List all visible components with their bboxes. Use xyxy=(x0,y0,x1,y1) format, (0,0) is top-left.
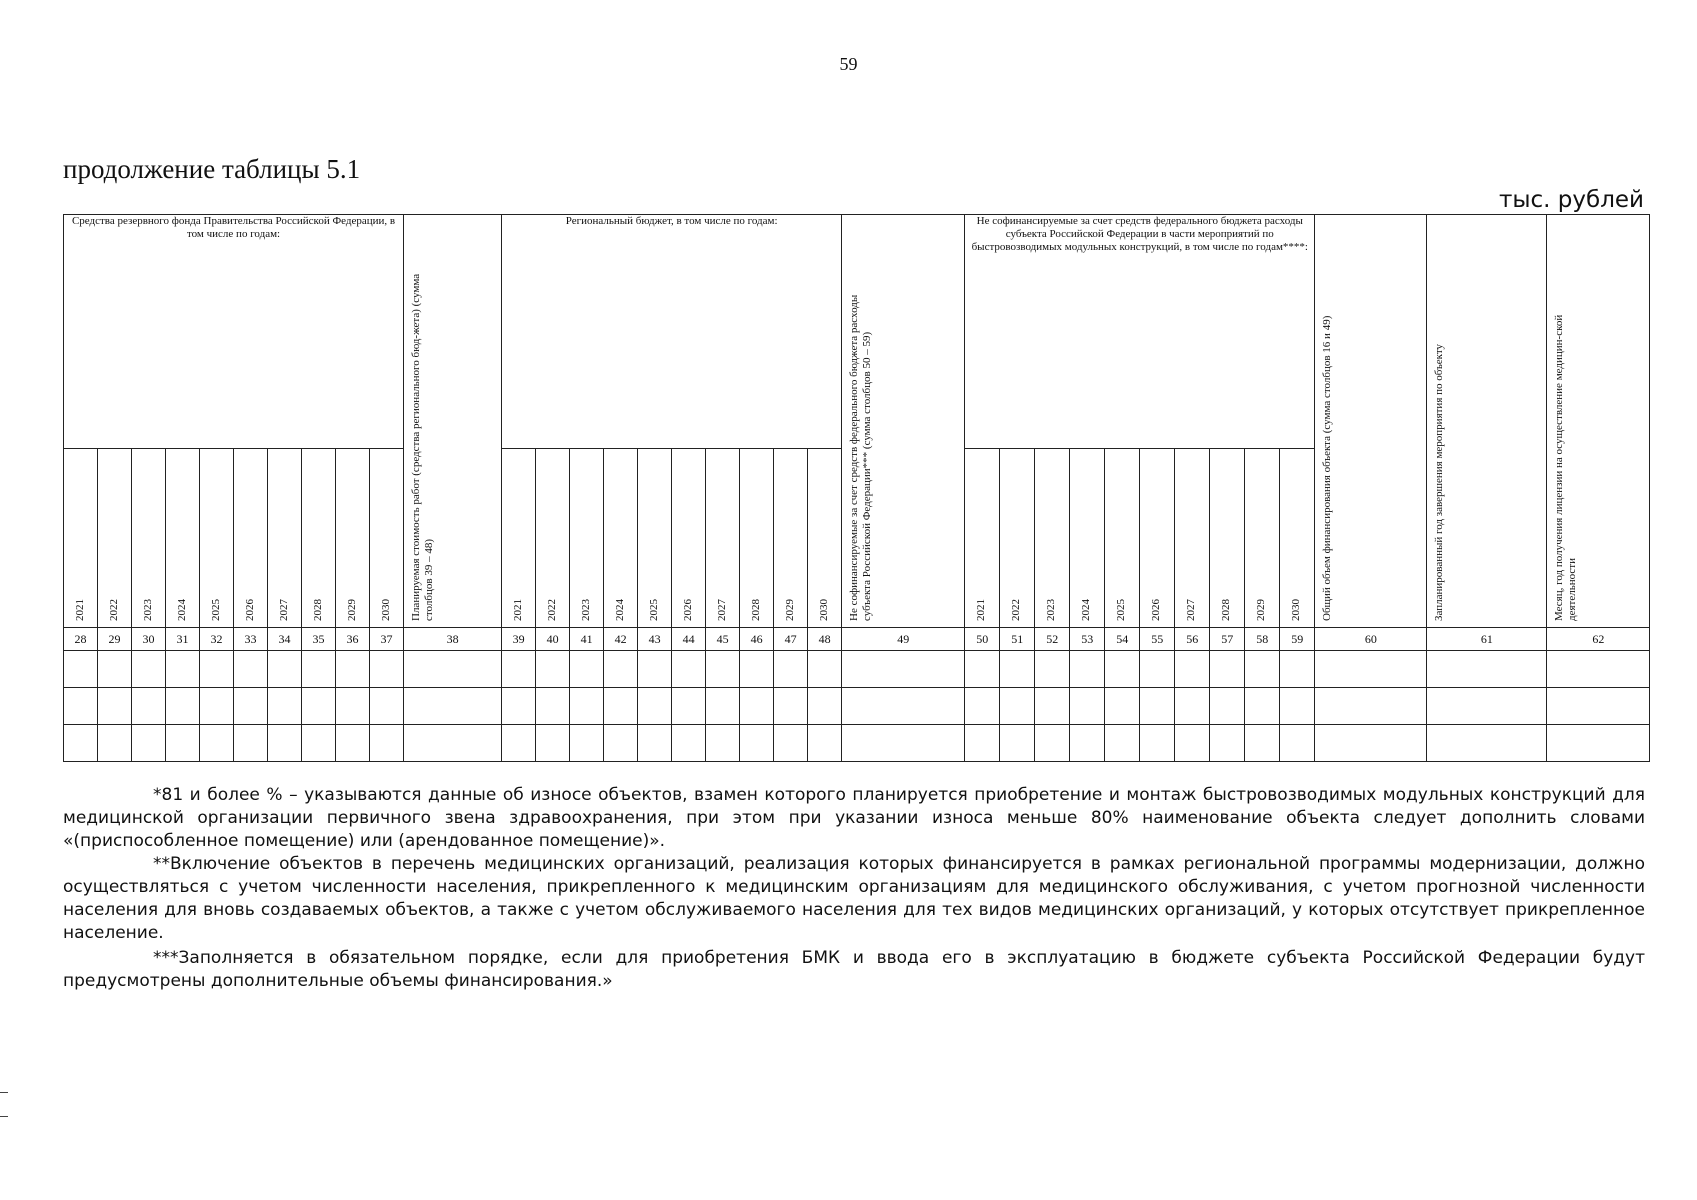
table-cell xyxy=(672,725,706,762)
year-cell xyxy=(1105,449,1140,628)
year-label: 2026 xyxy=(681,599,694,621)
table-cell xyxy=(706,725,740,762)
table-cell xyxy=(965,651,1000,688)
table-cell xyxy=(1427,725,1547,762)
table-cell xyxy=(268,725,302,762)
column-number-cell: 44 xyxy=(672,628,706,651)
year-label: 2023 xyxy=(579,599,592,621)
year-cell xyxy=(706,449,740,628)
column-number-cell: 39 xyxy=(502,628,536,651)
table-cell xyxy=(740,688,774,725)
table-cell xyxy=(64,725,98,762)
year-label: 2022 xyxy=(1010,599,1023,621)
year-label: 2030 xyxy=(1290,599,1303,621)
year-cell xyxy=(1140,449,1175,628)
year-label: 2024 xyxy=(1080,599,1093,621)
table-cell xyxy=(502,725,536,762)
year-label: 2028 xyxy=(749,599,762,621)
table-cell xyxy=(740,651,774,688)
table-cell xyxy=(842,725,965,762)
table-cell xyxy=(706,688,740,725)
column-number-cell: 50 xyxy=(965,628,1000,651)
table-cell xyxy=(672,651,706,688)
year-label: 2021 xyxy=(73,599,86,621)
table-cell xyxy=(808,651,842,688)
column-number-cell: 42 xyxy=(604,628,638,651)
footnotes xyxy=(63,784,1645,993)
year-cell xyxy=(268,449,302,628)
year-label: 2028 xyxy=(1220,599,1233,621)
table-cell xyxy=(336,651,370,688)
year-cell xyxy=(502,449,536,628)
table-cell xyxy=(1000,651,1035,688)
year-label: 2027 xyxy=(277,599,290,621)
reserve-fund-header: Средства резервного фонда Правительства Российской Федерации, в том числе по годам: xyxy=(64,215,404,449)
year-label: 2023 xyxy=(141,599,154,621)
table-cell xyxy=(1140,725,1175,762)
table-cell xyxy=(1210,651,1245,688)
column-number-cell: 46 xyxy=(740,628,774,651)
table-cell xyxy=(604,688,638,725)
year-cell xyxy=(1175,449,1210,628)
column-number-cell: 40 xyxy=(536,628,570,651)
table-cell xyxy=(166,688,200,725)
column-number-cell: 43 xyxy=(638,628,672,651)
table-cell xyxy=(404,725,502,762)
column-number-cell: 57 xyxy=(1210,628,1245,651)
column-number-cell: 62 xyxy=(1547,628,1650,651)
table-cell xyxy=(570,651,604,688)
table-cell xyxy=(1035,725,1070,762)
table-cell xyxy=(536,651,570,688)
table-cell xyxy=(672,688,706,725)
year-label: 2030 xyxy=(379,599,392,621)
table-cell xyxy=(98,651,132,688)
table-cell xyxy=(842,688,965,725)
table-cell xyxy=(268,651,302,688)
table-cell xyxy=(1315,725,1427,762)
table-cell xyxy=(965,725,1000,762)
table-cell xyxy=(706,651,740,688)
col-62-header xyxy=(1547,215,1650,628)
col-61-header xyxy=(1427,215,1547,628)
year-cell xyxy=(1035,449,1070,628)
column-number-cell: 59 xyxy=(1280,628,1315,651)
col-38-header xyxy=(404,215,502,628)
year-label: 2024 xyxy=(175,599,188,621)
table-cell xyxy=(404,651,502,688)
table-cell xyxy=(1105,651,1140,688)
column-number-cell: 38 xyxy=(404,628,502,651)
table-cell xyxy=(1175,651,1210,688)
table-cell xyxy=(1245,688,1280,725)
year-label: 2028 xyxy=(311,599,324,621)
table-row xyxy=(64,688,1650,725)
year-cell xyxy=(1070,449,1105,628)
footnote-3: ***Заполняется в обязательном порядке, если для приобретения БМК и ввода его в эксплуатацию в бюджете субъекта Российской Федерации будут предусмотрены дополнительные объемы финансирования.» xyxy=(63,948,1645,991)
year-label: 2021 xyxy=(975,599,988,621)
table-cell xyxy=(1070,725,1105,762)
table-cell xyxy=(1035,688,1070,725)
non-cofinanced-header: Не софинансируемые за счет средств федерального бюджета расходы субъекта Российской Федерации в части мероприятий по быстровозводимых модульных конструкций, в том числе по годам****: xyxy=(965,215,1315,449)
table-cell xyxy=(1070,651,1105,688)
year-cell xyxy=(64,449,98,628)
column-number-cell: 58 xyxy=(1245,628,1280,651)
financing-table-wrapper xyxy=(63,214,1650,762)
column-number-cell: 32 xyxy=(200,628,234,651)
column-number-cell: 49 xyxy=(842,628,965,651)
table-cell xyxy=(808,725,842,762)
year-cell xyxy=(336,449,370,628)
year-label: 2030 xyxy=(817,599,830,621)
column-number-cell: 35 xyxy=(302,628,336,651)
table-cell xyxy=(502,688,536,725)
column-number-cell: 36 xyxy=(336,628,370,651)
table-cell xyxy=(1000,725,1035,762)
table-cell xyxy=(234,651,268,688)
table-cell xyxy=(808,688,842,725)
year-label: 2026 xyxy=(1150,599,1163,621)
table-cell xyxy=(132,725,166,762)
table-cell xyxy=(965,688,1000,725)
footnote-1: *81 и более % – указываются данные об износе объектов, взамен которого планируется приобретение и монтаж быстровозводимых модульных конструкций для медицинской организации первичного звена здравоохранения, при этом при указании износа меньше 80% наименование объекта следует дополнить словами «(приспособленное помещение) или (арендованное помещение)». xyxy=(63,785,1645,851)
table-cell xyxy=(1000,688,1035,725)
col-60-label: Общий объем финансирования объекта (сумма столбцов 16 и 49) xyxy=(1321,315,1334,621)
column-numbers-row xyxy=(64,628,1650,651)
column-number-cell: 55 xyxy=(1140,628,1175,651)
year-cell xyxy=(1245,449,1280,628)
table-cell xyxy=(200,688,234,725)
year-label: 2022 xyxy=(107,599,120,621)
col-61-label: Запланированный год завершения мероприятия по объекту xyxy=(1433,343,1446,621)
table-cell xyxy=(64,651,98,688)
table-cell xyxy=(404,688,502,725)
column-number-cell: 37 xyxy=(370,628,404,651)
year-cell xyxy=(672,449,706,628)
table-cell xyxy=(774,651,808,688)
year-cell xyxy=(234,449,268,628)
table-cell xyxy=(604,651,638,688)
table-cell xyxy=(1070,688,1105,725)
column-number-cell: 52 xyxy=(1035,628,1070,651)
year-label: 2024 xyxy=(613,599,626,621)
table-cell xyxy=(536,688,570,725)
table-cell xyxy=(774,688,808,725)
table-cell xyxy=(98,688,132,725)
table-cell xyxy=(1175,725,1210,762)
table-cell xyxy=(336,725,370,762)
table-cell xyxy=(234,688,268,725)
table-cell xyxy=(370,688,404,725)
table-cell xyxy=(1140,651,1175,688)
margin-mark xyxy=(0,1092,8,1093)
year-cell xyxy=(536,449,570,628)
table-cell xyxy=(740,725,774,762)
table-cell xyxy=(98,725,132,762)
table-cell xyxy=(1547,688,1650,725)
table-cell xyxy=(1427,688,1547,725)
table-row xyxy=(64,725,1650,762)
year-cell xyxy=(740,449,774,628)
year-cell xyxy=(1000,449,1035,628)
column-number-cell: 56 xyxy=(1175,628,1210,651)
col-49-header xyxy=(842,215,965,628)
table-cell xyxy=(638,725,672,762)
column-number-cell: 28 xyxy=(64,628,98,651)
table-cell xyxy=(234,725,268,762)
margin-mark xyxy=(0,1116,8,1117)
table-cell xyxy=(132,688,166,725)
column-number-cell: 51 xyxy=(1000,628,1035,651)
column-number-cell: 48 xyxy=(808,628,842,651)
table-cell xyxy=(536,725,570,762)
year-cell xyxy=(774,449,808,628)
column-number-cell: 33 xyxy=(234,628,268,651)
year-label: 2025 xyxy=(647,599,660,621)
year-cell xyxy=(570,449,604,628)
table-cell xyxy=(842,651,965,688)
column-number-cell: 53 xyxy=(1070,628,1105,651)
table-cell xyxy=(1315,651,1427,688)
year-cell xyxy=(604,449,638,628)
table-cell xyxy=(302,725,336,762)
year-label: 2025 xyxy=(209,599,222,621)
table-cell xyxy=(1315,688,1427,725)
footnote-2: **Включение объектов в перечень медицинских организаций, реализация которых финансируется в рамках региональной программы модернизации, должно осуществляться с учетом численности населения, прикрепленного к медицинским организациям для медицинского обслуживания, с учетом прогнозной численности населения для вновь создаваемых объектов, а также с учетом обслуживаемого населения для тех видов медицинских организаций, у которых отсутствует прикрепленное население. xyxy=(63,854,1645,943)
table-cell xyxy=(1105,688,1140,725)
year-label: 2021 xyxy=(511,599,524,621)
table-cell xyxy=(1547,651,1650,688)
column-number-cell: 61 xyxy=(1427,628,1547,651)
table-cell xyxy=(166,725,200,762)
table-cell xyxy=(1035,651,1070,688)
col-38-label: Планируемая стоимость работ (средства регионального бюд-жета) (сумма столбцов 39 – 48) xyxy=(410,273,436,621)
year-label: 2029 xyxy=(783,599,796,621)
table-cell xyxy=(1280,725,1315,762)
table-cell xyxy=(1105,725,1140,762)
year-cell xyxy=(302,449,336,628)
year-label: 2022 xyxy=(545,599,558,621)
year-cell xyxy=(965,449,1000,628)
year-label: 2029 xyxy=(345,599,358,621)
table-cell xyxy=(370,725,404,762)
table-cell xyxy=(1427,651,1547,688)
units-label: тыс. рублей xyxy=(1498,187,1644,213)
table-cell xyxy=(132,651,166,688)
table-cell xyxy=(502,651,536,688)
year-cell xyxy=(1210,449,1245,628)
table-cell xyxy=(604,725,638,762)
column-number-cell: 29 xyxy=(98,628,132,651)
table-cell xyxy=(302,688,336,725)
year-cell xyxy=(370,449,404,628)
column-number-cell: 54 xyxy=(1105,628,1140,651)
year-label: 2029 xyxy=(1255,599,1268,621)
table-cell xyxy=(1245,725,1280,762)
year-label: 2023 xyxy=(1045,599,1058,621)
year-label: 2027 xyxy=(1185,599,1198,621)
year-cell xyxy=(132,449,166,628)
table-cell xyxy=(1140,688,1175,725)
table-cell xyxy=(336,688,370,725)
table-cell xyxy=(302,651,336,688)
col-62-label: Месяц, год получения лицензии на осуществление медицин-ской деятельности xyxy=(1553,314,1579,621)
year-label: 2027 xyxy=(715,599,728,621)
financing-table xyxy=(63,214,1650,762)
year-cell xyxy=(166,449,200,628)
year-cell xyxy=(1280,449,1315,628)
table-row xyxy=(64,651,1650,688)
regional-budget-header: Региональный бюджет, в том числе по годам: xyxy=(502,215,842,449)
column-number-cell: 31 xyxy=(166,628,200,651)
table-cell xyxy=(1210,688,1245,725)
page-number: 59 xyxy=(839,54,858,74)
table-cell xyxy=(1175,688,1210,725)
table-cell xyxy=(570,725,604,762)
table-cell xyxy=(1210,725,1245,762)
table-cell xyxy=(64,688,98,725)
col-49-label: Не софинансируемые за счет средств федерального бюджета расходы субъекта Российской Федерации*** (сумма столбцов 50 – 59) xyxy=(848,294,874,621)
table-cell xyxy=(1547,725,1650,762)
column-number-cell: 41 xyxy=(570,628,604,651)
column-number-cell: 30 xyxy=(132,628,166,651)
col-60-header xyxy=(1315,215,1427,628)
table-cell xyxy=(638,688,672,725)
table-cell xyxy=(200,725,234,762)
table-cell xyxy=(570,688,604,725)
year-label: 2026 xyxy=(243,599,256,621)
column-number-cell: 34 xyxy=(268,628,302,651)
table-cell xyxy=(370,651,404,688)
year-label: 2025 xyxy=(1115,599,1128,621)
table-continuation-title: продолжение таблицы 5.1 xyxy=(63,154,361,184)
table-cell xyxy=(268,688,302,725)
table-cell xyxy=(774,725,808,762)
table-cell xyxy=(1245,651,1280,688)
column-number-cell: 45 xyxy=(706,628,740,651)
table-cell xyxy=(1280,651,1315,688)
year-cell xyxy=(200,449,234,628)
table-cell xyxy=(1280,688,1315,725)
year-cell xyxy=(638,449,672,628)
year-cell xyxy=(98,449,132,628)
table-cell xyxy=(166,651,200,688)
table-cell xyxy=(200,651,234,688)
column-number-cell: 47 xyxy=(774,628,808,651)
column-number-cell: 60 xyxy=(1315,628,1427,651)
table-cell xyxy=(638,651,672,688)
year-cell xyxy=(808,449,842,628)
